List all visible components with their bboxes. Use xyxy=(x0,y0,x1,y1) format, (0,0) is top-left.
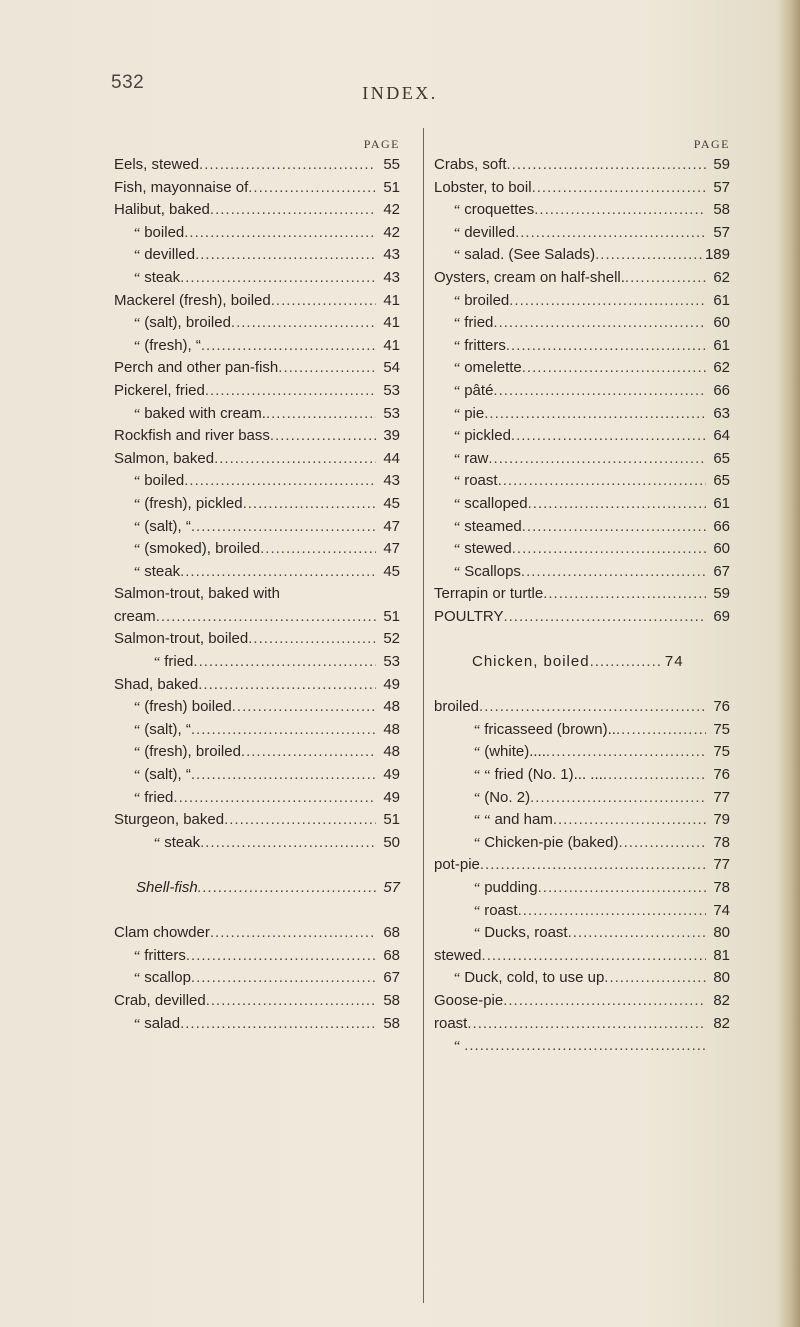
index-entry: Perch and other pan-fish ..... 54 xyxy=(114,357,400,380)
section-heading-shellfish: Shell-fish ..... 57 xyxy=(114,877,400,900)
index-entry: “ fried ..... 49 xyxy=(114,787,400,810)
index-entry: “ (salt), “ ..... 48 xyxy=(114,719,400,742)
index-entry: Rockfish and river bass ..... 39 xyxy=(114,425,400,448)
index-entry: “ roast ..... 65 xyxy=(434,470,730,493)
spacer xyxy=(434,628,730,651)
index-entry: “ Chicken-pie (baked) ..... 78 xyxy=(434,832,730,855)
index-entry: “ ..... xyxy=(434,1035,730,1058)
index-entry: Salmon-trout, boiled ..... 52 xyxy=(114,628,400,651)
index-entry: “ steak ..... 50 xyxy=(114,832,400,855)
index-entry: “ croquettes ..... 58 xyxy=(434,199,730,222)
index-entry: Oysters, cream on half-shell. ..... 62 xyxy=(434,267,730,290)
index-entry: “ devilled ..... 43 xyxy=(114,244,400,267)
index-entry: “ boiled ..... 42 xyxy=(114,222,400,245)
index-entry: “ pie ..... 63 xyxy=(434,403,730,426)
index-entry: roast ..... 82 xyxy=(434,1013,730,1036)
index-entry: “ (fresh), “ ..... 41 xyxy=(114,335,400,358)
index-entry: Clam chowder ..... 68 xyxy=(114,922,400,945)
index-entry: Goose-pie ..... 82 xyxy=(434,990,730,1013)
index-entry: broiled ..... 76 xyxy=(434,696,730,719)
index-entry: “ baked with cream. ..... 53 xyxy=(114,403,400,426)
index-entry: stewed ..... 81 xyxy=(434,945,730,968)
index-entry: “ fritters ..... 61 xyxy=(434,335,730,358)
index-list-right xyxy=(434,154,730,1058)
index-entry: “ Scallops ..... 67 xyxy=(434,561,730,584)
index-entry: Sturgeon, baked ..... 51 xyxy=(114,809,400,832)
index-entry: “ “ fried (No. 1)... ... ..... 76 xyxy=(434,764,730,787)
index-entry: “ (No. 2) ..... 77 xyxy=(434,787,730,810)
index-entry: “ fried ..... 53 xyxy=(114,651,400,674)
section-heading-poultry: Chicken, boiled ..... 74 xyxy=(434,651,730,674)
index-entry-wrapped: Salmon-trout, baked with xyxy=(114,585,280,603)
spacer xyxy=(114,854,400,877)
index-entry: “ salad ..... 58 xyxy=(114,1013,400,1036)
index-entry: “ broiled ..... 61 xyxy=(434,290,730,313)
index-entry: “ fricasseed (brown).. ..... 75 xyxy=(434,719,730,742)
index-entry: “ fritters ..... 68 xyxy=(114,945,400,968)
running-head: INDEX. xyxy=(362,83,438,103)
index-entry: “ “ and ham ..... 79 xyxy=(434,809,730,832)
index-entry: Lobster, to boil ..... 57 xyxy=(434,177,730,200)
index-entry: cream ..... 51 xyxy=(114,606,400,629)
index-entry: “ omelette ..... 62 xyxy=(434,357,730,380)
column-divider xyxy=(423,128,424,1303)
index-entry: “ (white).... ..... 75 xyxy=(434,741,730,764)
index-entry: Fish, mayonnaise of ..... 51 xyxy=(114,177,400,200)
spacer xyxy=(434,674,730,697)
index-entry: “ steak ..... 45 xyxy=(114,561,400,584)
index-entry: “ Ducks, roast ..... 80 xyxy=(434,922,730,945)
index-entry: “ scalloped ..... 61 xyxy=(434,493,730,516)
index-entry: Mackerel (fresh), boiled ..... 41 xyxy=(114,290,400,313)
index-entry: “ Duck, cold, to use up ..... 80 xyxy=(434,967,730,990)
spacer xyxy=(114,900,400,923)
index-list-left xyxy=(114,154,400,1035)
index-entry: “ devilled ..... 57 xyxy=(434,222,730,245)
index-entry: “ pickled ..... 64 xyxy=(434,425,730,448)
left-column xyxy=(114,134,400,1035)
right-column xyxy=(434,134,730,1058)
index-entry: “ boiled ..... 43 xyxy=(114,470,400,493)
index-entry: Terrapin or turtle ..... 59 xyxy=(434,583,730,606)
index-entry: Salmon, baked ..... 44 xyxy=(114,448,400,471)
index-entry: “ (fresh) boiled ..... 48 xyxy=(114,696,400,719)
index-entry: “ (fresh), pickled ..... 45 xyxy=(114,493,400,516)
index-entry: “ pudding ..... 78 xyxy=(434,877,730,900)
index-entry: “ (salt), broiled ..... 41 xyxy=(114,312,400,335)
index-entry: “ scallop ..... 67 xyxy=(114,967,400,990)
index-entry: Crabs, soft ..... 59 xyxy=(434,154,730,177)
index-entry: “ steamed ..... 66 xyxy=(434,516,730,539)
index-entry: Halibut, baked ..... 42 xyxy=(114,199,400,222)
index-entry: “ steak ..... 43 xyxy=(114,267,400,290)
index-entry: Eels, stewed ..... 55 xyxy=(114,154,400,177)
index-entry: “ (smoked), broiled ..... 47 xyxy=(114,538,400,561)
page-number: 532 xyxy=(111,72,145,93)
column-page-label: PAGE xyxy=(363,137,400,151)
index-entry: Pickerel, fried ..... 53 xyxy=(114,380,400,403)
index-entry: Crab, devilled ..... 58 xyxy=(114,990,400,1013)
page-edge xyxy=(778,0,800,1327)
index-entry: “ stewed ..... 60 xyxy=(434,538,730,561)
index-entry: “ salad. (See Salads) ..... 189 xyxy=(434,244,730,267)
index-entry: “ roast ..... 74 xyxy=(434,900,730,923)
index-entry: POULTRY ..... 69 xyxy=(434,606,730,629)
index-entry: pot-pie ..... 77 xyxy=(434,854,730,877)
index-entry: “ pâté ..... 66 xyxy=(434,380,730,403)
index-entry: “ raw ..... 65 xyxy=(434,448,730,471)
index-entry: “ (salt), “ ..... 49 xyxy=(114,764,400,787)
column-page-label: PAGE xyxy=(693,137,730,151)
index-entry: Shad, baked ..... 49 xyxy=(114,674,400,697)
index-entry: “ (fresh), broiled ..... 48 xyxy=(114,741,400,764)
index-entry: “ fried ..... 60 xyxy=(434,312,730,335)
index-entry: “ (salt), “ ..... 47 xyxy=(114,516,400,539)
